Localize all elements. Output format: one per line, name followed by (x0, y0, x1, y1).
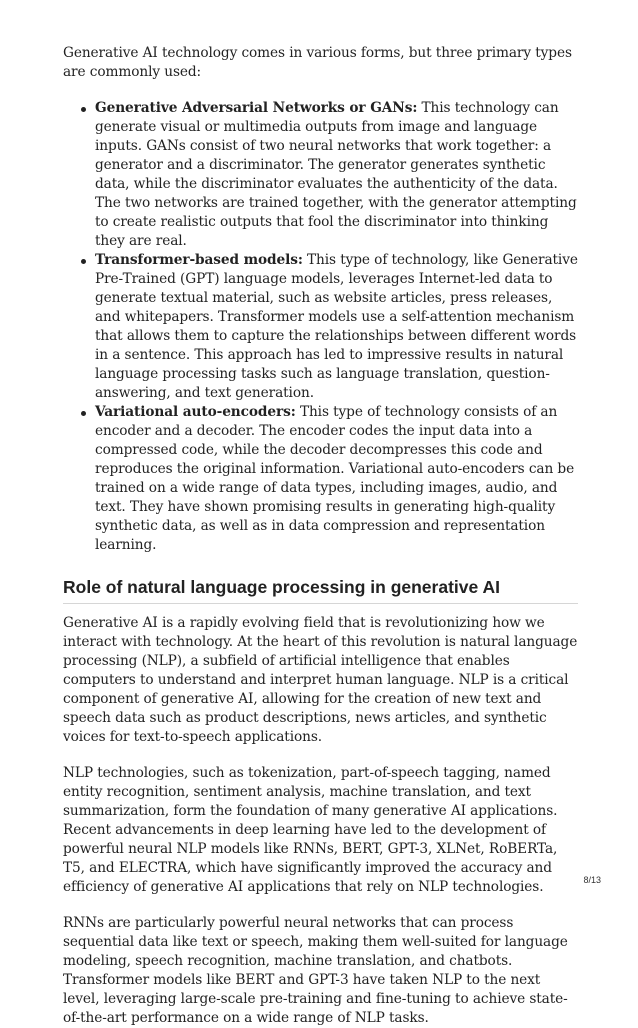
bullet-icon (81, 259, 86, 264)
list-item-gans (63, 99, 578, 251)
list-item-vae (63, 403, 578, 555)
section-heading: Role of natural language processing in generative AI (63, 575, 578, 604)
list-item-term: Variational auto-encoders: (95, 404, 296, 420)
bullet-icon (81, 107, 86, 112)
intro-paragraph: Generative AI technology comes in various forms, but three primary types are commonly used: (63, 45, 572, 80)
list-item-text: This type of technology consists of an encoder and a decoder. The encoder codes the input data into a compressed code, while the decoder decompresses this code and reproduces the original information. Variational auto-encoders can be trained on a wide range of data types, including images, audio, and text. They have shown promising results in generating high-quality synthetic data, as well as in data compression and representation learning. (95, 404, 575, 553)
body-paragraph: RNNs are particularly powerful neural networks that can process sequential data like text or speech, making them well-suited for language modeling, speech recognition, machine translation, and chatbots. Transformer models like BERT and GPT-3 have taken NLP to the next level, leveraging large-scale pre-training and fine-tuning to achieve state-of-the-art performance on a wide range of NLP tasks. (63, 915, 568, 1026)
document-page (63, 44, 578, 1028)
list-item-text: This type of technology, like Generative Pre-Trained (GPT) language models, leverages Internet-led data to generate textual material, such as website articles, press releases, and whitepapers. Transformer models use a self-attention mechanism that allows them to capture the relationships between different words in a sentence. This approach has led to impressive results in natural language processing tasks such as language translation, question-answering, and text generation. (95, 252, 578, 401)
body-paragraph: Generative AI is a rapidly evolving field that is revolutionizing how we interact with technology. At the heart of this revolution is natural language processing (NLP), a subfield of artificial intelligence that enables computers to understand and interpret human language. NLP is a critical component of generative AI, allowing for the creation of new text and speech data such as product descriptions, news articles, and synthetic voices for text-to-speech applications. (63, 615, 578, 745)
bullet-icon (81, 411, 86, 416)
list-item-term: Generative Adversarial Networks or GANs: (95, 100, 418, 116)
page-number: 8/13 (583, 875, 601, 885)
list-item-term: Transformer-based models: (95, 252, 303, 268)
list-item-transformers (63, 251, 578, 403)
list-item-text: This technology can generate visual or multimedia outputs from image and language inputs. GANs consist of two neural networks that work together: a generator and a discriminator. The generator generates synthetic data, while the discriminator evaluates the authenticity of the data. The two networks are trained together, with the generator attempting to create realistic outputs that fool the discriminator into thinking they are real. (95, 100, 577, 249)
ai-types-list (63, 99, 578, 555)
body-paragraph: NLP technologies, such as tokenization, part-of-speech tagging, named entity recognition, sentiment analysis, machine translation, and text summarization, form the foundation of many generative AI applications. Recent advancements in deep learning have led to the development of powerful neural NLP models like RNNs, BERT, GPT-3, XLNet, RoBERTa, T5, and ELECTRA, which have significantly improved the accuracy and efficiency of generative AI applications that rely on NLP technologies. (63, 765, 558, 895)
